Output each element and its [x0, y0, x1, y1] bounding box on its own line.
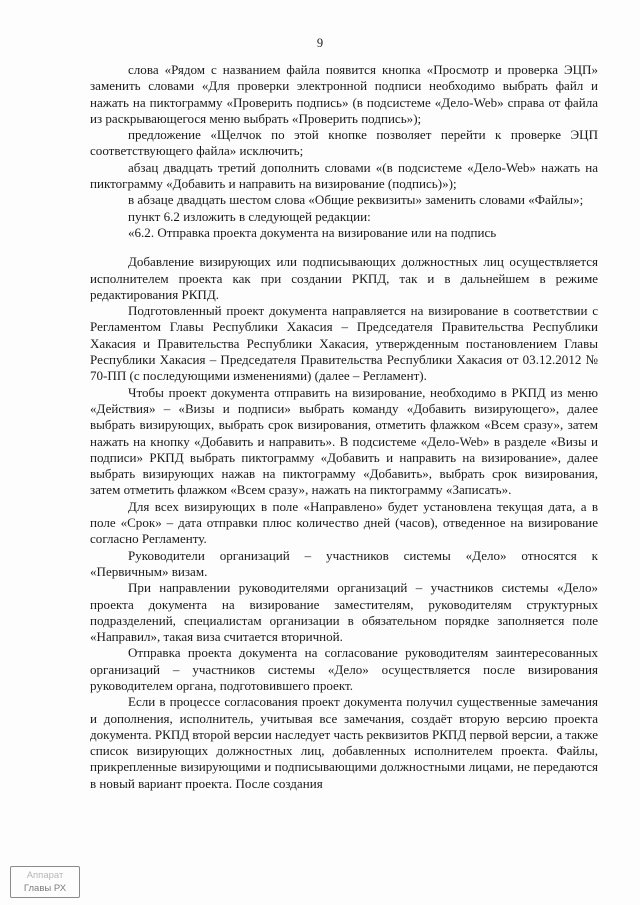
paragraph: При направлении руководителями организаций – участников системы «Дело» проекта документа на визирование заместителям, руководителям структурных подразделений, специалистам организации в обязательном порядке заполняется поле «Направил», такая виза считается вторичной.	[90, 580, 598, 645]
stamp-line-2: Главы РХ	[23, 883, 67, 894]
paragraph: слова «Рядом с названием файла появится кнопка «Просмотр и проверка ЭЦП» заменить словами «Для проверки электронной подписи необходимо выбрать файл и нажать на пиктограмму «Проверить подпись» (в подсистеме «Дело-Web» справа от файла из раскрывающегося меню выбрать «Проверить подпись»);	[90, 62, 598, 126]
office-stamp	[10, 866, 80, 898]
paragraph: Руководители организаций – участников системы «Дело» относятся к «Первичным» визам.	[90, 547, 598, 579]
paragraph: Чтобы проект документа отправить на визирование, необходимо в РКПД из меню «Действия» – «Визы и подписи» выбрать команду «Добавить визирующего», далее выбрать визирующих, выбрать срок визирования, отметить флажком «Всем сразу», затем нажать на кнопку «Добавить и направить». В подсистеме «Дело-Web» в разделе «Визы и подписи» РКПД выбрать пиктограмму «Добавить и направить на визирование», далее выбрать визирующих нажав на пиктограмму «Добавить», выбрать срок визирования, затем отметить флажком «Всем сразу», нажать на пиктограмму «Записать».	[90, 384, 598, 498]
paragraph: в абзаце двадцать шестом слова «Общие реквизиты» заменить словами «Файлы»;	[128, 192, 584, 208]
page-number: 9	[316, 36, 324, 50]
paragraph: Для всех визирующих в поле «Направлено» будет установлена текущая дата, а в поле «Срок» – дата отправки плюс количество дней (часов), отведенное на визирование согласно Регламенту.	[90, 498, 598, 547]
section-heading: «6.2. Отправка проекта документа на визирование или на подпись	[128, 224, 497, 240]
stamp-line-1: Аппарат	[26, 870, 64, 881]
paragraph: Если в процессе согласования проект документа получил существенные замечания и дополнения, исполнитель, учитывая все замечания, создаёт вторую версию проекта документа. РКПД второй версии наследует часть реквизитов РКПД первой версии, а также список визирующих должностных лиц, добавленных исполнителем проекта. Файлы, прикрепленные визирующими и подписывающими должностными лицами, не передаются в новый вариант проекта. После создания	[90, 694, 598, 791]
paragraph: предложение «Щелчок по этой кнопке позволяет перейти к проверке ЭЦП соответствующего файла» исключить;	[90, 127, 598, 159]
paragraph: Отправка проекта документа на согласование руководителям заинтересованных организаций – участников системы «Дело» осуществляется после визирования руководителем органа, подготовившего проект.	[90, 645, 598, 693]
paragraph: пункт 6.2 изложить в следующей редакции:	[128, 208, 371, 224]
document-body	[90, 62, 598, 792]
paragraph: Подготовленный проект документа направляется на визирование в соответствии с Регламентом Главы Республики Хакасия – Председателя Правительства Республики Хакасия и Правительства Республики Хакасия, утвержденным постановлением Главы Республики Хакасия – Председателя Правительства Республики Хакасия от 03.12.2012 № 70-ПП (с последующими изменениями) (далее – Регламент).	[90, 303, 598, 384]
paragraph: Добавление визирующих или подписывающих должностных лиц осуществляется исполнителем проекта как при создании РКПД, так и в дальнейшем в режиме редактирования РКПД.	[90, 254, 598, 302]
paragraph: абзац двадцать третий дополнить словами «(в подсистеме «Дело-Web» нажать на пиктограмму «Добавить и направить на визирование (подпись)»);	[90, 159, 598, 192]
